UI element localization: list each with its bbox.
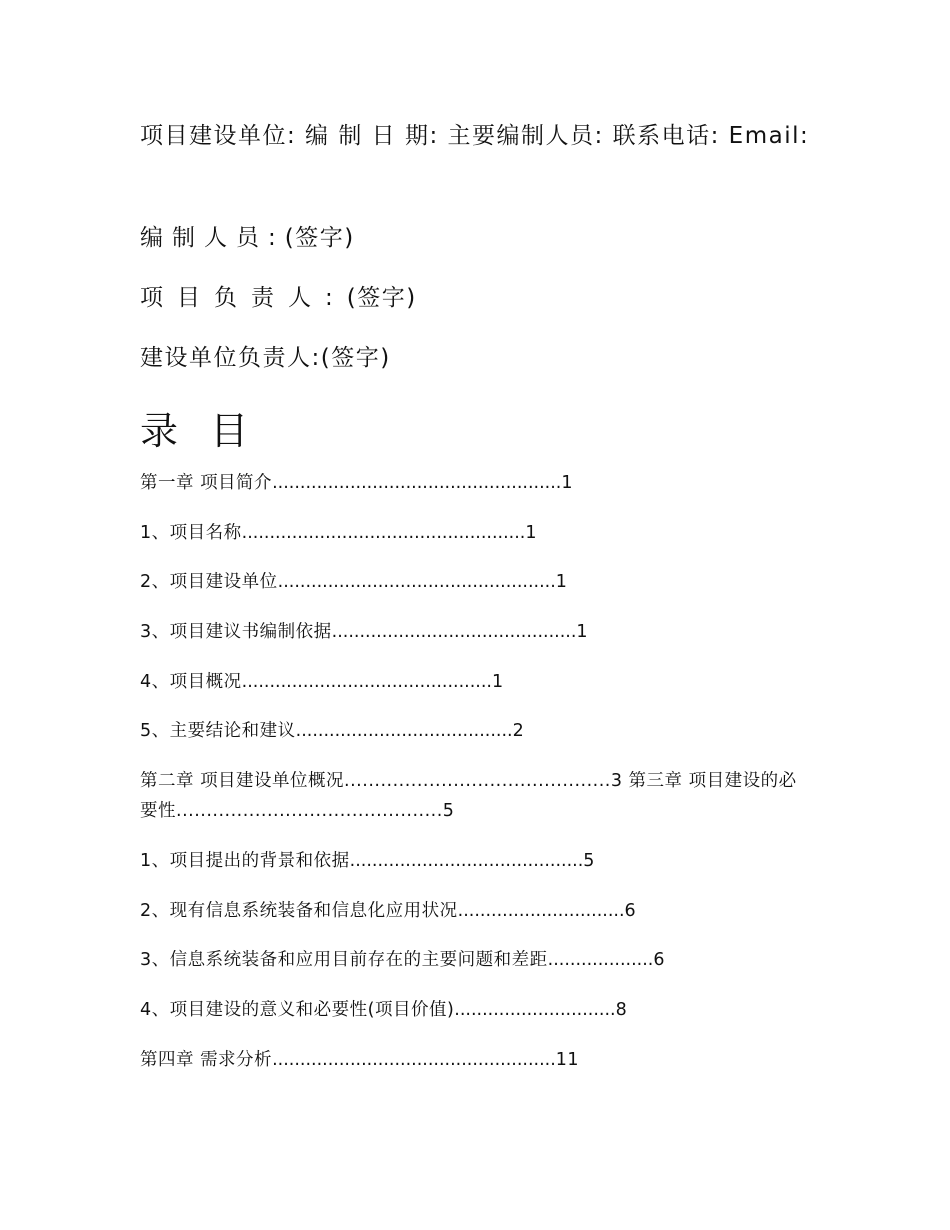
- toc-item[interactable]: 4、项目概况.............................................1: [140, 672, 504, 692]
- signature-editor: [140, 219, 355, 252]
- signature-unit: [140, 339, 391, 372]
- toc-item[interactable]: 5、主要结论和建议.......................................2: [140, 721, 525, 741]
- toc-item[interactable]: 1、项目名称...................................................1: [140, 523, 537, 543]
- signature-manager: [140, 279, 417, 312]
- signature-unit-label: 建设单位负责人:: [140, 345, 321, 371]
- toc-item[interactable]: 第一章 项目简介....................................................1: [140, 473, 573, 493]
- toc-item[interactable]: 1、项目提出的背景和依据..........................................5: [140, 851, 595, 871]
- toc-heading: 录 目: [140, 409, 259, 453]
- signature-manager-tail: (签字): [346, 285, 417, 311]
- toc-item[interactable]: 第四章 需求分析...................................................11: [140, 1050, 580, 1070]
- toc-item[interactable]: 2、项目建设单位..................................................1: [140, 572, 568, 592]
- signature-manager-label: 项目负责人:: [140, 285, 347, 311]
- toc-item[interactable]: 2、现有信息系统装备和信息化应用状况..............................6: [140, 901, 637, 921]
- signature-editor-label: 编制人员:: [140, 225, 285, 251]
- project-info-line: 项目建设单位: 编 制 日 期: 主要编制人员: 联系电话: Email:: [140, 123, 810, 149]
- toc-item[interactable]: 3、项目建议书编制依据............................................1: [140, 622, 589, 642]
- signature-editor-tail: (签字): [284, 225, 355, 251]
- toc-item-wrapped[interactable]: 第二章 项目建设单位概况............................................3 第三章 项目建设的必要性............................................5: [140, 771, 797, 821]
- toc-item[interactable]: 3、信息系统装备和应用目前存在的主要问题和差距...................6: [140, 950, 665, 970]
- signature-unit-tail: (签字): [320, 345, 391, 371]
- toc-item[interactable]: 4、项目建设的意义和必要性(项目价值).............................8: [140, 1000, 628, 1020]
